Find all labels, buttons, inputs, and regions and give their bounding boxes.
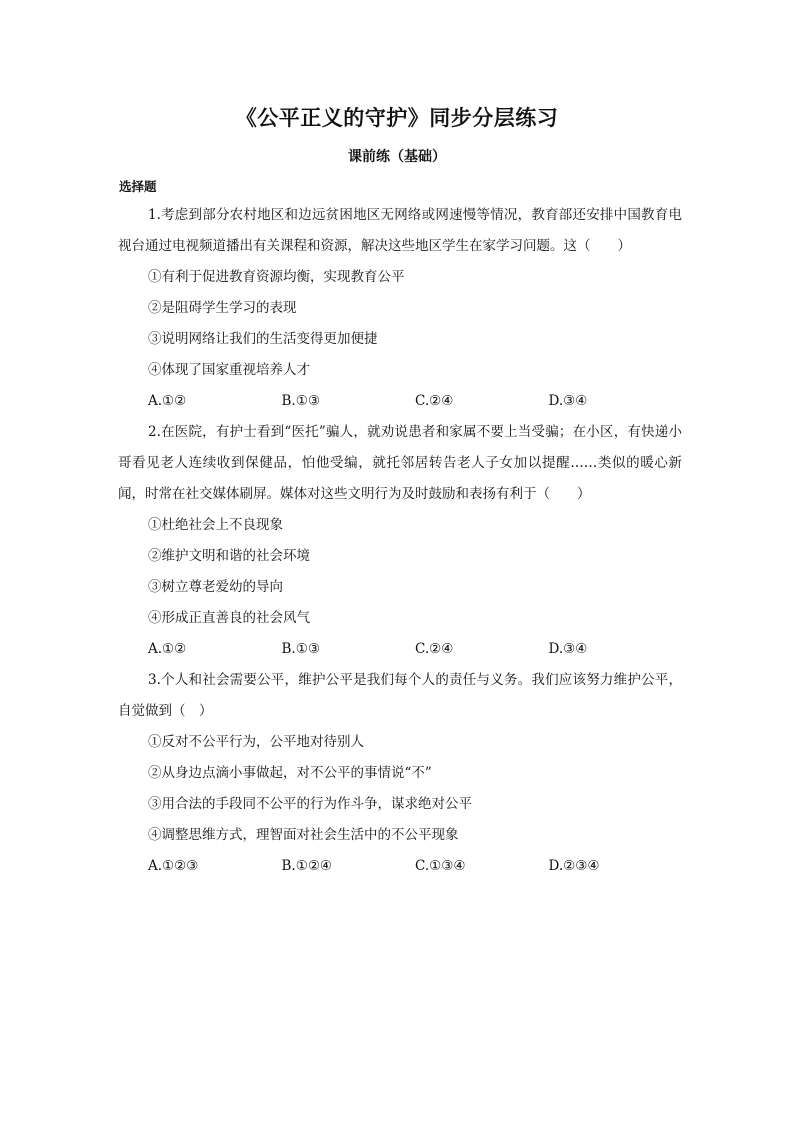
document-title: 《公平正义的守护》同步分层练习: [235, 105, 559, 130]
choice-d: D.②③④: [548, 858, 600, 874]
section-label: 选择题: [119, 179, 157, 194]
question-statement: ①杜绝社会上不良现象: [148, 517, 283, 533]
question-stem: 1.考虑到部分农村地区和边远贫困地区无网络或网速慢等情况，教育部还安排中国教育电视台通过电视频道播出有关课程和资源，解决这些地区学生在家学习问题。这（ ）: [118, 207, 682, 254]
question-stem: 3.个人和社会需要公平，维护公平是我们每个人的责任与义务。我们应该努力维护公平，自觉做到（ ）: [118, 672, 682, 719]
question-1: [118, 200, 682, 417]
question-stem: 2.在医院，有护士看到“医托”骗人，就劝说患者和家属不要上当受骗；在小区，有快递小哥看见老人连续收到保健品，怕他受编，就托邻居转告老人子女加以提醒……类似的暖心新闻，时常在社交媒体刷屏。媒体对这些文明行为及时鼓励和表扬有利于（ ）: [118, 424, 682, 502]
answer-choices: [118, 634, 682, 665]
question-statement: ①反对不公平行为，公平地对待别人: [148, 734, 364, 750]
question-statement: ④体现了国家重视培养人才: [148, 362, 310, 378]
choice-b: B.①③: [281, 393, 320, 409]
question-statement: ①有利于促进教育资源均衡，实现教育公平: [148, 269, 405, 285]
question-statement: ④调整思维方式，理智面对社会生活中的不公平现象: [148, 827, 459, 843]
answer-choices: [118, 851, 682, 882]
choice-a: A.①②③: [148, 858, 199, 874]
question-statement: ③说明网络让我们的生活变得更加便捷: [148, 331, 378, 347]
choice-c: C.①③④: [415, 858, 466, 874]
question-statement: ③用合法的手段同不公平的行为作斗争，谋求绝对公平: [148, 796, 472, 812]
question-list: [118, 200, 682, 882]
choice-c: C.②④: [415, 393, 454, 409]
question-3: [118, 665, 682, 882]
document-subtitle: 课前练（基础）: [348, 149, 446, 165]
choice-b: B.①③: [281, 641, 320, 657]
choice-c: C.②④: [415, 641, 454, 657]
choice-d: D.③④: [548, 393, 588, 409]
question-statement: ③树立尊老爱幼的导向: [148, 579, 283, 595]
question-statement: ②维护文明和谐的社会环境: [148, 548, 310, 564]
answer-choices: [118, 386, 682, 417]
choice-a: A.①②: [148, 641, 187, 657]
question-2: [118, 417, 682, 665]
choice-a: A.①②: [148, 393, 187, 409]
question-statement: ②从身边点滴小事做起，对不公平的事情说“不”: [148, 765, 432, 781]
question-statement: ②是阻碍学生学习的表现: [148, 300, 297, 316]
choice-b: B.①②④: [281, 858, 333, 874]
choice-d: D.③④: [548, 641, 588, 657]
question-statement: ④形成正直善良的社会风气: [148, 610, 310, 626]
